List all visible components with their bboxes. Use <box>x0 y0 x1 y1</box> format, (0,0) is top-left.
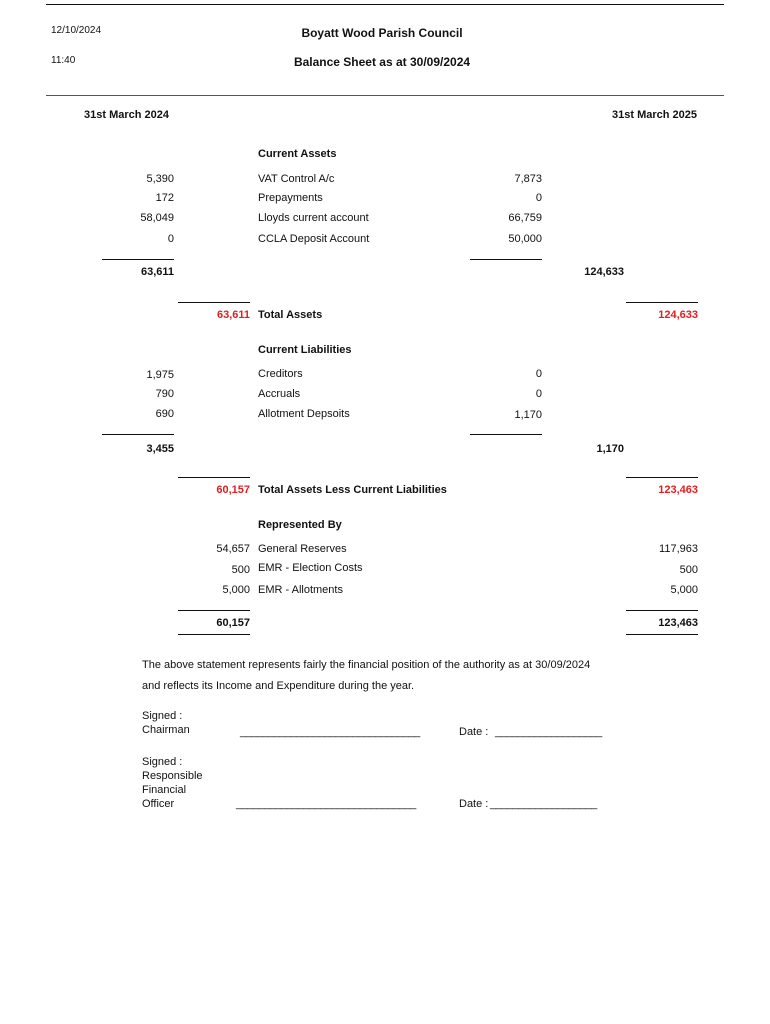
row-label: General Reserves <box>258 543 347 555</box>
row-label: CCLA Deposit Account <box>258 233 370 245</box>
chairman-date-label: Date : <box>459 726 489 738</box>
row-label: EMR - Allotments <box>258 584 343 596</box>
section-heading-represented-by: Represented By <box>258 519 342 531</box>
current-assets-subtotal-prior: 63,611 <box>140 266 174 278</box>
row-label: VAT Control A/c <box>258 173 335 185</box>
prior-value: 0 <box>167 233 174 245</box>
print-time: 11:40 <box>51 55 76 66</box>
current-assets-subtotal-current: 124,633 <box>584 266 624 278</box>
liabilities-subtotal-prior: 3,455 <box>146 443 174 455</box>
council-name: Boyatt Wood Parish Council <box>301 26 463 40</box>
current-value: 117,963 <box>659 543 698 555</box>
current-value: 0 <box>535 368 542 380</box>
liabilities-subtotal-current: 1,170 <box>596 443 624 455</box>
rfo-date-line: ___________________ <box>490 798 597 810</box>
rfo-role-line-1: Responsible <box>142 770 203 782</box>
rfo-signed-label: Signed : <box>142 756 183 768</box>
current-value: 500 <box>679 564 698 576</box>
total-assets-rule-prior <box>178 302 250 303</box>
net-assets-rule-current <box>626 477 698 478</box>
reserves-rule-current <box>626 610 698 611</box>
statement-line-1: The above statement represents fairly the financial position of the authority as at 30/09/2024 <box>142 659 591 671</box>
total-assets-rule-current <box>626 302 698 303</box>
statement-line-2: and reflects its Income and Expenditure during the year. <box>142 680 415 692</box>
net-assets-prior: 60,157 <box>216 484 250 496</box>
total-assets-prior: 63,611 <box>216 309 250 321</box>
section-heading-current-liabilities: Current Liabilities <box>258 344 352 356</box>
subtotal-rule-prior <box>102 259 174 260</box>
header-rule <box>46 95 724 96</box>
chairman-signature-line: ________________________________ <box>240 726 420 738</box>
total-assets-label: Total Assets <box>258 309 323 321</box>
prior-value: 172 <box>155 192 174 204</box>
chairman-signed-label: Signed : <box>142 710 183 722</box>
prior-value: 5,390 <box>146 173 174 185</box>
current-value: 0 <box>535 192 542 204</box>
top-rule <box>46 4 724 5</box>
section-heading-current-assets: Current Assets <box>258 148 337 160</box>
current-value: 5,000 <box>670 584 698 596</box>
prior-value: 790 <box>155 388 174 400</box>
prior-value: 1,975 <box>146 369 174 381</box>
row-label: Creditors <box>258 368 303 380</box>
net-assets-label: Total Assets Less Current Liabilities <box>258 484 447 496</box>
net-assets-rule-prior <box>178 477 250 478</box>
print-date: 12/10/2024 <box>51 25 102 36</box>
row-label: Allotment Depsoits <box>258 408 350 420</box>
prior-value: 58,049 <box>140 212 174 224</box>
current-value: 1,170 <box>514 409 542 421</box>
prior-value: 690 <box>155 408 174 420</box>
reserves-bottom-rule-current <box>626 634 698 635</box>
prior-value: 500 <box>231 564 250 576</box>
rfo-date-label: Date : <box>459 798 489 810</box>
row-label: EMR - Election Costs <box>258 562 363 574</box>
column-header-current: 31st March 2025 <box>612 109 697 121</box>
rfo-role-line-2: Financial <box>142 784 187 796</box>
total-assets-current: 124,633 <box>658 309 698 321</box>
row-label: Accruals <box>258 388 301 400</box>
reserves-rule-prior <box>178 610 250 611</box>
column-header-prior: 31st March 2024 <box>84 109 169 121</box>
sheet-title: Balance Sheet as at 30/09/2024 <box>293 55 471 69</box>
rfo-role-line-3: Officer <box>142 798 175 810</box>
net-assets-current: 123,463 <box>658 484 698 496</box>
reserves-total-prior: 60,157 <box>216 617 250 629</box>
subtotal-rule-current <box>470 259 542 260</box>
reserves-bottom-rule-prior <box>178 634 250 635</box>
chairman-date-line: ___________________ <box>495 726 602 738</box>
reserves-total-current: 123,463 <box>658 617 698 629</box>
row-label: Lloyds current account <box>258 212 369 224</box>
rfo-signature-line: ________________________________ <box>236 798 416 810</box>
liabilities-rule-current <box>470 434 542 435</box>
prior-value: 5,000 <box>222 584 250 596</box>
current-value: 50,000 <box>508 233 542 245</box>
prior-value: 54,657 <box>216 543 250 555</box>
row-label: Prepayments <box>258 192 323 204</box>
current-value: 66,759 <box>508 212 542 224</box>
liabilities-rule-prior <box>102 434 174 435</box>
current-value: 7,873 <box>514 173 542 185</box>
current-value: 0 <box>535 388 542 400</box>
chairman-role: Chairman <box>142 724 190 736</box>
